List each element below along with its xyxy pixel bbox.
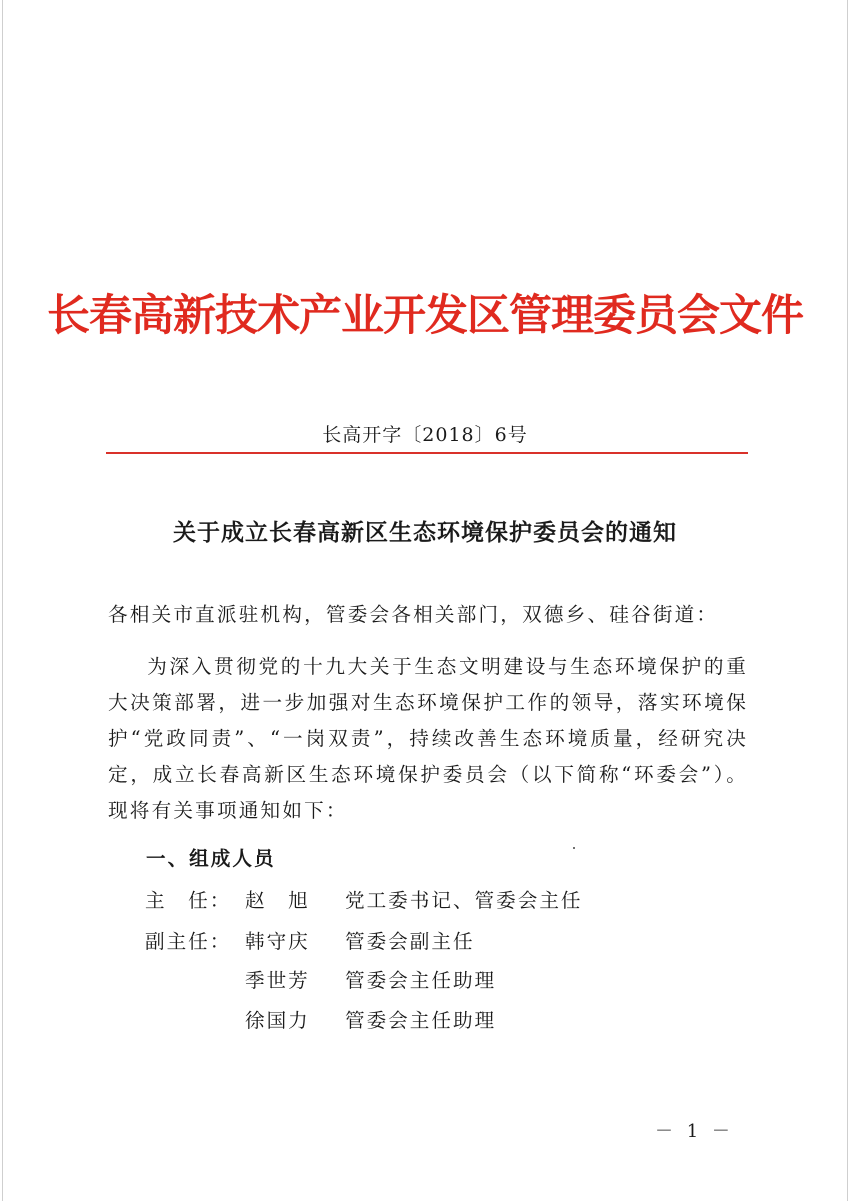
member-name: 徐国力	[245, 1009, 310, 1032]
document-number: 长高开字〔2018〕6号	[322, 424, 528, 446]
page-number: － 1 －	[655, 1121, 734, 1142]
document-title: 关于成立长春高新区生态环境保护委员会的通知	[173, 519, 677, 546]
red-divider-line	[106, 452, 748, 454]
member-title: 管委会主任助理	[345, 1009, 497, 1032]
salutation: 各相关市直派驻机构，管委会各相关部门，双德乡、硅谷街道：	[108, 603, 719, 626]
member-title: 党工委书记、管委会主任	[345, 889, 583, 912]
scan-speck	[573, 847, 575, 849]
member-name: 赵 旭	[245, 889, 310, 912]
document-masthead: 长春高新技术产业开发区管理委员会文件	[47, 291, 803, 341]
member-role: 主 任：	[145, 889, 232, 912]
member-title: 管委会副主任	[345, 930, 475, 953]
section-heading: 一、组成人员	[146, 847, 276, 870]
member-role: 副主任：	[145, 930, 232, 953]
body-paragraph: 为深入贯彻党的十九大关于生态文明建设与生态环境保护的重大决策部署，进一步加强对生态环境保护工作的领导，落实环境保护“党政同责”、“一岗双责”，持续改善生态环境质量，经研究决定，成立长春高新区生态环境保护委员会（以下简称“环委会”）。现将有关事项通知如下：	[108, 655, 748, 822]
member-name: 季世芳	[245, 969, 310, 992]
member-title: 管委会主任助理	[345, 969, 497, 992]
member-name: 韩守庆	[245, 930, 310, 953]
